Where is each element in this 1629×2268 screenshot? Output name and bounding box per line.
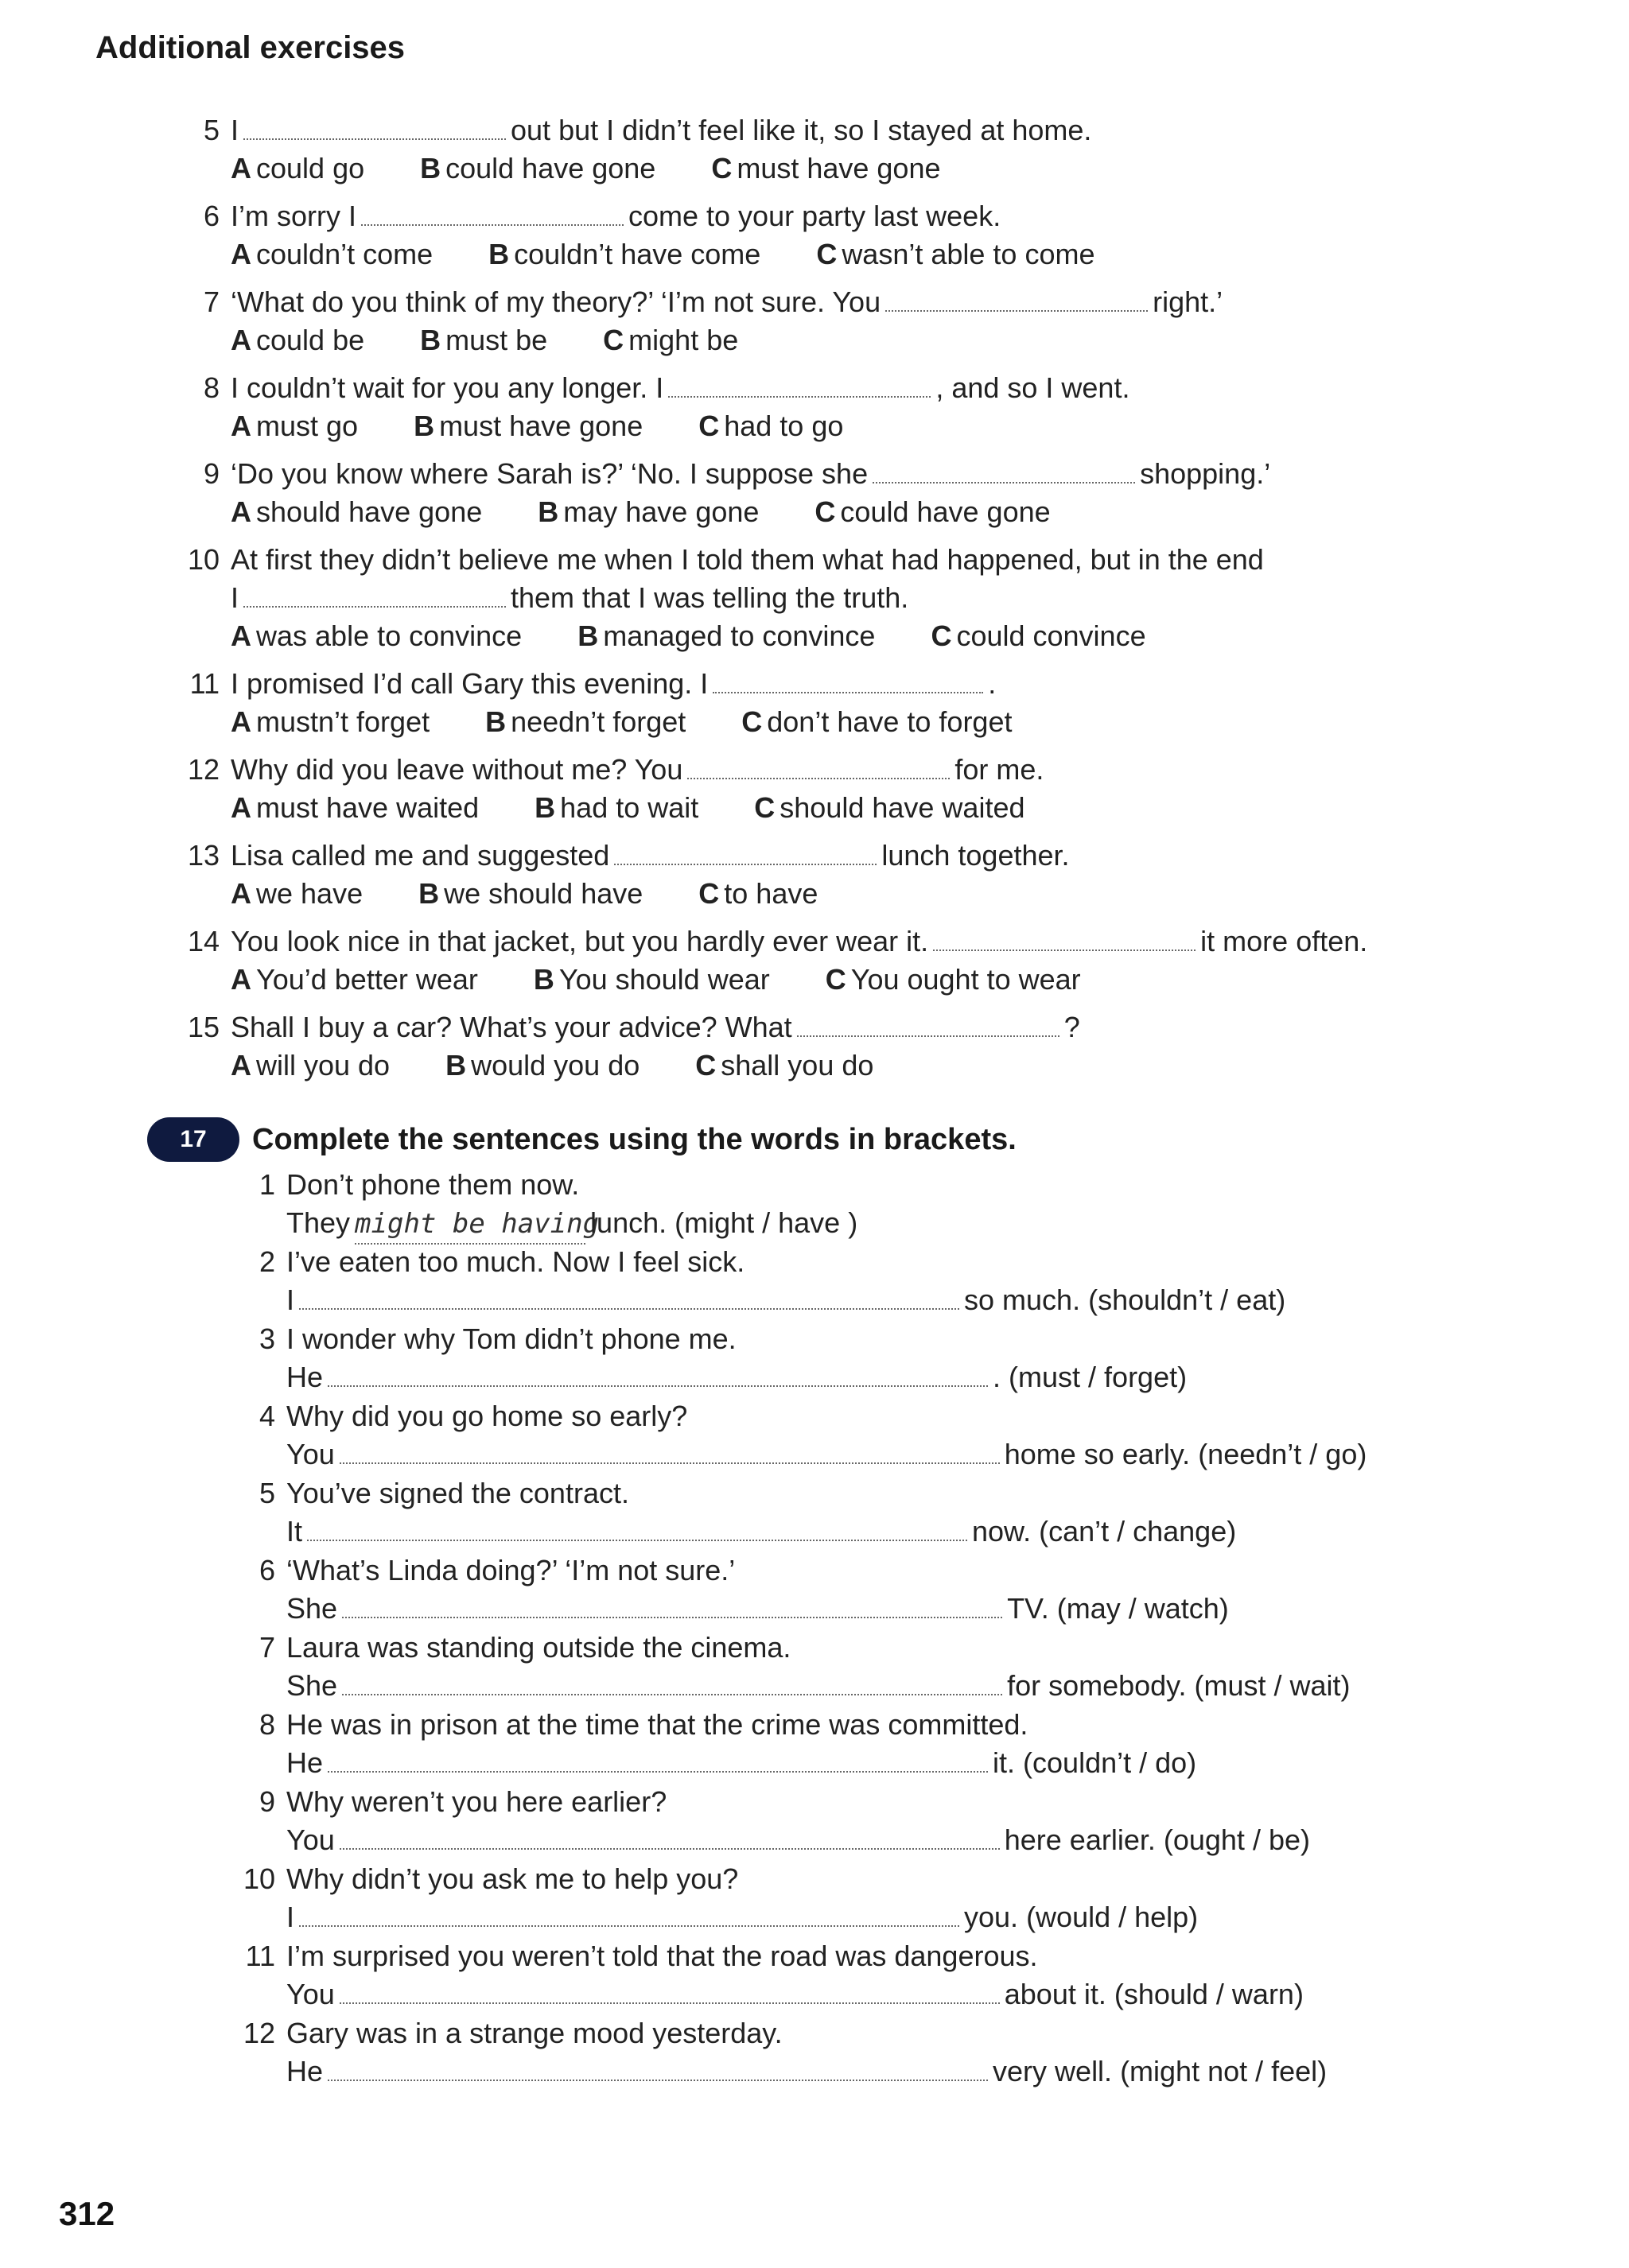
answer-blank[interactable]	[328, 2056, 988, 2081]
exercise-16-continued	[187, 111, 1583, 1094]
option-text: may have gone	[563, 495, 760, 528]
question-text-after: it more often.	[1200, 925, 1368, 957]
item-continuation: lunch. (might / have )	[590, 1206, 858, 1239]
item-continuation: home so early. (needn’t / go)	[1004, 1438, 1367, 1470]
question-text	[231, 283, 1223, 321]
question-line	[187, 922, 1583, 961]
option-a[interactable]	[231, 493, 482, 531]
answer-options	[231, 1047, 1583, 1085]
answer-blank[interactable]	[307, 1516, 967, 1541]
exercise-item	[259, 1320, 1599, 1397]
option-text: managed to convince	[603, 619, 876, 652]
option-text: mustn’t forget	[256, 705, 430, 738]
exercise-item	[259, 1629, 1599, 1706]
question-item	[187, 751, 1583, 837]
option-c[interactable]	[603, 321, 738, 359]
option-b[interactable]	[538, 493, 759, 531]
option-b[interactable]	[534, 961, 770, 999]
option-letter: B	[533, 963, 554, 996]
option-text: shall you do	[721, 1049, 874, 1082]
exercise-17	[243, 1166, 1599, 2091]
question-number: 13	[187, 839, 220, 872]
item-prompt-line	[245, 1937, 1599, 1975]
option-b[interactable]	[445, 1047, 640, 1085]
item-answer-line	[286, 1744, 1599, 1782]
exercise-item	[259, 1706, 1599, 1783]
option-c[interactable]	[698, 407, 843, 445]
option-text: had to wait	[560, 791, 699, 824]
option-text: would you do	[471, 1049, 640, 1082]
option-c[interactable]	[698, 875, 818, 913]
question-text	[231, 1008, 1080, 1047]
item-prompt: Why didn’t you ask me to help you?	[286, 1862, 739, 1895]
option-c[interactable]	[741, 703, 1012, 741]
question-text-before: ‘What do you think of my theory?’ ‘I’m not sure. You	[231, 285, 881, 318]
question-text-before: Why did you leave without me? You	[231, 753, 683, 786]
option-a[interactable]	[231, 789, 479, 827]
answer-blank[interactable]	[933, 926, 1196, 951]
option-letter: B	[414, 410, 435, 442]
item-prompt: Gary was in a strange mood yesterday.	[286, 2017, 783, 2049]
option-text: should have waited	[780, 791, 1025, 824]
option-b[interactable]	[488, 235, 760, 274]
question-text-before: I promised I’d call Gary this evening. I	[231, 667, 709, 700]
question-number: 10	[187, 543, 220, 576]
option-letter: A	[231, 495, 251, 528]
item-prompt-line	[259, 1243, 1599, 1281]
option-text: could convince	[956, 619, 1146, 652]
question-text-after: right.’	[1153, 285, 1223, 318]
option-text: You’d better wear	[256, 963, 478, 996]
question-text	[231, 111, 1091, 150]
question-line	[187, 837, 1583, 875]
question-text	[231, 197, 1001, 235]
item-number: 8	[259, 1708, 275, 1741]
option-letter: C	[698, 877, 720, 910]
option-letter: C	[741, 705, 763, 738]
answer-options	[231, 875, 1583, 913]
item-answer-line	[286, 1975, 1599, 2014]
item-subject: She	[286, 1669, 338, 1702]
question-item	[189, 665, 1583, 751]
item-prompt: I wonder why Tom didn’t phone me.	[286, 1322, 737, 1355]
option-text: we should have	[444, 877, 643, 910]
option-c[interactable]	[931, 617, 1145, 655]
option-text: will you do	[256, 1049, 391, 1082]
exercise-item	[259, 1166, 1599, 1243]
option-letter: A	[231, 152, 251, 184]
option-letter: A	[231, 705, 251, 738]
item-subject: I	[286, 1901, 295, 1933]
exercise-number-badge: 17	[147, 1117, 239, 1162]
item-answer-line	[286, 1204, 1599, 1242]
question-text	[231, 751, 1044, 789]
item-continuation: TV. (may / watch)	[1007, 1592, 1229, 1625]
option-letter: B	[445, 1049, 467, 1082]
item-subject: He	[286, 1746, 324, 1779]
question-text-before: You look nice in that jacket, but you hardly ever wear it.	[231, 925, 929, 957]
item-answer-line	[286, 1358, 1599, 1396]
question-number: 14	[187, 925, 220, 957]
option-c[interactable]	[695, 1047, 873, 1085]
option-b[interactable]	[577, 617, 875, 655]
item-continuation: for somebody. (must / wait)	[1007, 1669, 1351, 1702]
item-subject: You	[286, 1823, 335, 1856]
question-item	[203, 283, 1583, 369]
answer-field[interactable]: might be having	[355, 1205, 585, 1245]
option-text: You ought to wear	[850, 963, 1081, 996]
option-letter: A	[231, 877, 251, 910]
question-text-before: I couldn’t wait for you any longer. I	[231, 371, 664, 404]
option-a[interactable]	[231, 961, 478, 999]
option-letter: B	[418, 877, 440, 910]
option-letter: C	[814, 495, 836, 528]
question-number: 11	[189, 667, 220, 700]
item-prompt: Laura was standing outside the cinema.	[286, 1631, 791, 1664]
item-number: 2	[259, 1245, 275, 1278]
option-letter: B	[535, 791, 556, 824]
question-text	[231, 369, 1129, 407]
option-text: must go	[256, 410, 359, 442]
option-c[interactable]	[711, 150, 940, 188]
option-a[interactable]	[231, 150, 364, 188]
answer-blank[interactable]	[873, 458, 1135, 484]
answer-options	[231, 961, 1583, 999]
item-answer-line	[286, 1281, 1599, 1319]
option-letter: B	[538, 495, 559, 528]
option-letter: C	[711, 152, 733, 184]
option-text: could be	[256, 324, 365, 356]
question-text-before: I	[231, 114, 239, 146]
option-text: don’t have to forget	[767, 705, 1013, 738]
item-subject: He	[286, 2055, 324, 2087]
option-a[interactable]	[231, 1047, 390, 1085]
option-b[interactable]	[414, 407, 643, 445]
option-a[interactable]	[231, 407, 358, 445]
option-a[interactable]	[231, 235, 433, 274]
question-text	[231, 922, 1367, 961]
option-letter: B	[488, 238, 510, 270]
option-a[interactable]	[231, 617, 522, 655]
question-text-before: I’m sorry I	[231, 200, 356, 232]
item-prompt-line	[259, 1474, 1599, 1513]
option-a[interactable]	[231, 321, 364, 359]
item-answer-line	[286, 1821, 1599, 1859]
item-prompt-line	[259, 1397, 1599, 1435]
item-prompt: Don’t phone them now.	[286, 1168, 580, 1201]
item-prompt-line	[259, 1629, 1599, 1667]
answer-options	[231, 235, 1583, 274]
item-subject: She	[286, 1592, 338, 1625]
answer-blank[interactable]	[342, 1670, 1002, 1695]
item-subject: I	[286, 1284, 295, 1316]
option-letter: C	[698, 410, 720, 442]
item-prompt-line	[259, 1166, 1599, 1204]
option-letter: C	[931, 619, 952, 652]
option-letter: A	[231, 1049, 251, 1082]
exercise-item	[243, 1860, 1599, 1937]
question-line	[187, 1008, 1583, 1047]
item-continuation: about it. (should / warn)	[1004, 1978, 1304, 2010]
item-number: 7	[259, 1631, 275, 1664]
question-text-after: out but I didn’t feel like it, so I stayed at home.	[511, 114, 1092, 146]
option-text: You should wear	[558, 963, 770, 996]
answer-blank[interactable]	[299, 1901, 959, 1927]
question-line	[203, 283, 1583, 321]
option-letter: B	[485, 705, 507, 738]
question-text-before: I	[231, 581, 239, 614]
answer-blank[interactable]	[885, 286, 1148, 312]
question-line	[231, 579, 1583, 617]
item-subject: It	[286, 1515, 303, 1548]
answer-blank[interactable]	[243, 582, 506, 608]
option-b[interactable]	[420, 321, 547, 359]
question-item	[187, 541, 1583, 665]
option-text: needn’t forget	[511, 705, 686, 738]
page-number: 312	[59, 2195, 115, 2232]
option-letter: A	[231, 410, 251, 442]
exercise-instruction: Complete the sentences using the words in brackets.	[252, 1123, 1017, 1156]
question-item	[203, 369, 1583, 455]
question-item	[203, 455, 1583, 541]
option-letter: A	[231, 324, 251, 356]
question-number: 15	[187, 1011, 220, 1043]
option-text: wasn’t able to come	[842, 238, 1095, 270]
option-letter: B	[420, 324, 441, 356]
option-c[interactable]	[816, 235, 1094, 274]
item-answer-line	[286, 1590, 1599, 1628]
item-number: 10	[243, 1862, 275, 1895]
question-item	[187, 837, 1583, 922]
item-continuation: you. (would / help)	[964, 1901, 1199, 1933]
question-number: 8	[203, 371, 220, 404]
answer-options	[231, 617, 1583, 655]
answer-blank[interactable]	[340, 1824, 1000, 1850]
option-b[interactable]	[418, 875, 643, 913]
question-line	[187, 541, 1583, 579]
option-text: to have	[724, 877, 818, 910]
option-letter: A	[231, 238, 251, 270]
option-letter: A	[231, 963, 251, 996]
option-text: could have gone	[840, 495, 1051, 528]
exercise-item	[259, 1551, 1599, 1629]
option-a[interactable]	[231, 875, 363, 913]
item-prompt-line	[259, 1783, 1599, 1821]
question-number: 5	[203, 114, 220, 146]
option-text: must have gone	[737, 152, 941, 184]
item-prompt: Why did you go home so early?	[286, 1400, 688, 1432]
item-continuation: so much. (shouldn’t / eat)	[964, 1284, 1286, 1316]
question-text-before: Lisa called me and suggested	[231, 839, 610, 872]
item-answer-line	[286, 1513, 1599, 1551]
option-text: should have gone	[256, 495, 483, 528]
option-letter: C	[825, 963, 846, 996]
item-prompt-line	[259, 1551, 1599, 1590]
option-text: must have gone	[439, 410, 643, 442]
question-line	[187, 751, 1583, 789]
item-number: 3	[259, 1322, 275, 1355]
question-item	[187, 922, 1583, 1008]
question-text-after: lunch together.	[881, 839, 1070, 872]
question-line	[203, 197, 1583, 235]
question-item	[203, 197, 1583, 283]
answer-blank[interactable]	[361, 200, 624, 226]
question-number: 12	[187, 753, 220, 786]
item-number: 6	[259, 1554, 275, 1586]
item-subject: He	[286, 1361, 324, 1393]
item-answer-line	[286, 2052, 1599, 2091]
answer-blank[interactable]	[328, 1361, 988, 1387]
answer-blank[interactable]	[340, 1979, 1000, 2004]
question-text-after: , and so I went.	[935, 371, 1130, 404]
question-text-after: ?	[1063, 1011, 1080, 1043]
exercise-item	[259, 1397, 1599, 1474]
option-text: had to go	[724, 410, 844, 442]
item-continuation: here earlier. (ought / be)	[1004, 1823, 1310, 1856]
option-text: might be	[628, 324, 739, 356]
question-number: 6	[203, 200, 220, 232]
question-text-after: shopping.’	[1140, 457, 1271, 490]
option-text: couldn’t come	[256, 238, 433, 270]
question-line	[203, 455, 1583, 493]
item-subject: You	[286, 1978, 335, 2010]
answer-blank[interactable]	[243, 115, 506, 140]
question-text-after: them that I was telling the truth.	[511, 581, 909, 614]
item-prompt: I’ve eaten too much. Now I feel sick.	[286, 1245, 745, 1278]
item-prompt: ‘What’s Linda doing?’ ‘I’m not sure.’	[286, 1554, 736, 1586]
item-continuation: now. (can’t / change)	[972, 1515, 1237, 1548]
item-answer-line	[286, 1667, 1599, 1705]
answer-options	[231, 789, 1583, 827]
exercise-item	[259, 1783, 1599, 1860]
answer-options	[231, 150, 1583, 188]
answer-blank[interactable]	[713, 668, 983, 693]
option-text: could go	[256, 152, 365, 184]
option-letter: C	[816, 238, 838, 270]
option-text: must be	[445, 324, 548, 356]
exercise-item	[243, 2014, 1599, 2091]
item-number: 9	[259, 1785, 275, 1818]
answer-options	[231, 407, 1583, 445]
question-text-before: Shall I buy a car? What’s your advice? What	[231, 1011, 792, 1043]
item-number: 4	[259, 1400, 275, 1432]
answer-options	[231, 493, 1583, 531]
question-text-before: ‘Do you know where Sarah is?’ ‘No. I suppose she	[231, 457, 869, 490]
option-letter: C	[695, 1049, 717, 1082]
question-item	[187, 1008, 1583, 1094]
item-prompt: Why weren’t you here earlier?	[286, 1785, 667, 1818]
answer-blank[interactable]	[328, 1747, 988, 1773]
option-c[interactable]	[754, 789, 1024, 827]
item-prompt: He was in prison at the time that the crime was committed.	[286, 1708, 1028, 1741]
answer-blank[interactable]	[614, 840, 877, 865]
exercise-item	[259, 1474, 1599, 1551]
option-letter: A	[231, 619, 251, 652]
answer-options	[231, 321, 1583, 359]
item-continuation: very well. (might not / feel)	[993, 2055, 1328, 2087]
question-number: 9	[203, 457, 220, 490]
question-text-after: .	[988, 667, 997, 700]
question-line	[189, 665, 1583, 703]
option-letter: C	[754, 791, 776, 824]
item-answer-line	[286, 1435, 1599, 1474]
item-prompt-line	[259, 1320, 1599, 1358]
question-line	[203, 369, 1583, 407]
option-letter: B	[577, 619, 599, 652]
question-text: At first they didn’t believe me when I told them what had happened, but in the end	[231, 543, 1264, 576]
answer-blank[interactable]	[668, 372, 931, 398]
question-text-after: come to your party last week.	[628, 200, 1001, 232]
page-title: Additional exercises	[95, 30, 406, 65]
question-text	[231, 837, 1070, 875]
question-item	[203, 111, 1583, 197]
item-prompt-line	[243, 2014, 1599, 2052]
question-line	[203, 111, 1583, 150]
answer-options	[231, 703, 1583, 741]
option-c[interactable]	[814, 493, 1050, 531]
item-continuation: . (must / forget)	[993, 1361, 1188, 1393]
answer-blank[interactable]	[299, 1284, 959, 1310]
option-b[interactable]	[535, 789, 698, 827]
item-subject: They	[286, 1206, 351, 1239]
exercise-item	[245, 1937, 1599, 2014]
item-continuation: it. (couldn’t / do)	[993, 1746, 1197, 1779]
item-number: 1	[259, 1168, 275, 1201]
answer-blank[interactable]	[342, 1593, 1002, 1618]
question-text	[231, 665, 996, 703]
item-number: 5	[259, 1477, 275, 1509]
exercise-item	[259, 1243, 1599, 1320]
option-c[interactable]	[826, 961, 1081, 999]
question-text	[231, 455, 1270, 493]
option-b[interactable]	[420, 150, 655, 188]
option-text: we have	[256, 877, 364, 910]
item-prompt-line	[259, 1706, 1599, 1744]
option-b[interactable]	[485, 703, 686, 741]
option-letter: C	[603, 324, 624, 356]
answer-blank[interactable]	[797, 1012, 1059, 1037]
option-text: couldn’t have come	[514, 238, 761, 270]
item-subject: You	[286, 1438, 335, 1470]
option-text: could have gone	[445, 152, 656, 184]
item-prompt-line	[243, 1860, 1599, 1898]
option-text: was able to convince	[256, 619, 523, 652]
item-prompt: I’m surprised you weren’t told that the road was dangerous.	[286, 1940, 1038, 1972]
option-text: must have waited	[256, 791, 480, 824]
option-letter: B	[420, 152, 441, 184]
item-answer-line	[286, 1898, 1599, 1936]
question-text-after: for me.	[954, 753, 1044, 786]
answer-blank[interactable]	[340, 1439, 1000, 1464]
option-letter: A	[231, 791, 251, 824]
item-number: 11	[245, 1940, 275, 1972]
question-number: 7	[203, 285, 220, 318]
item-prompt: You’ve signed the contract.	[286, 1477, 629, 1509]
item-number: 12	[243, 2017, 275, 2049]
answer-blank[interactable]	[687, 754, 950, 779]
option-a[interactable]	[231, 703, 430, 741]
